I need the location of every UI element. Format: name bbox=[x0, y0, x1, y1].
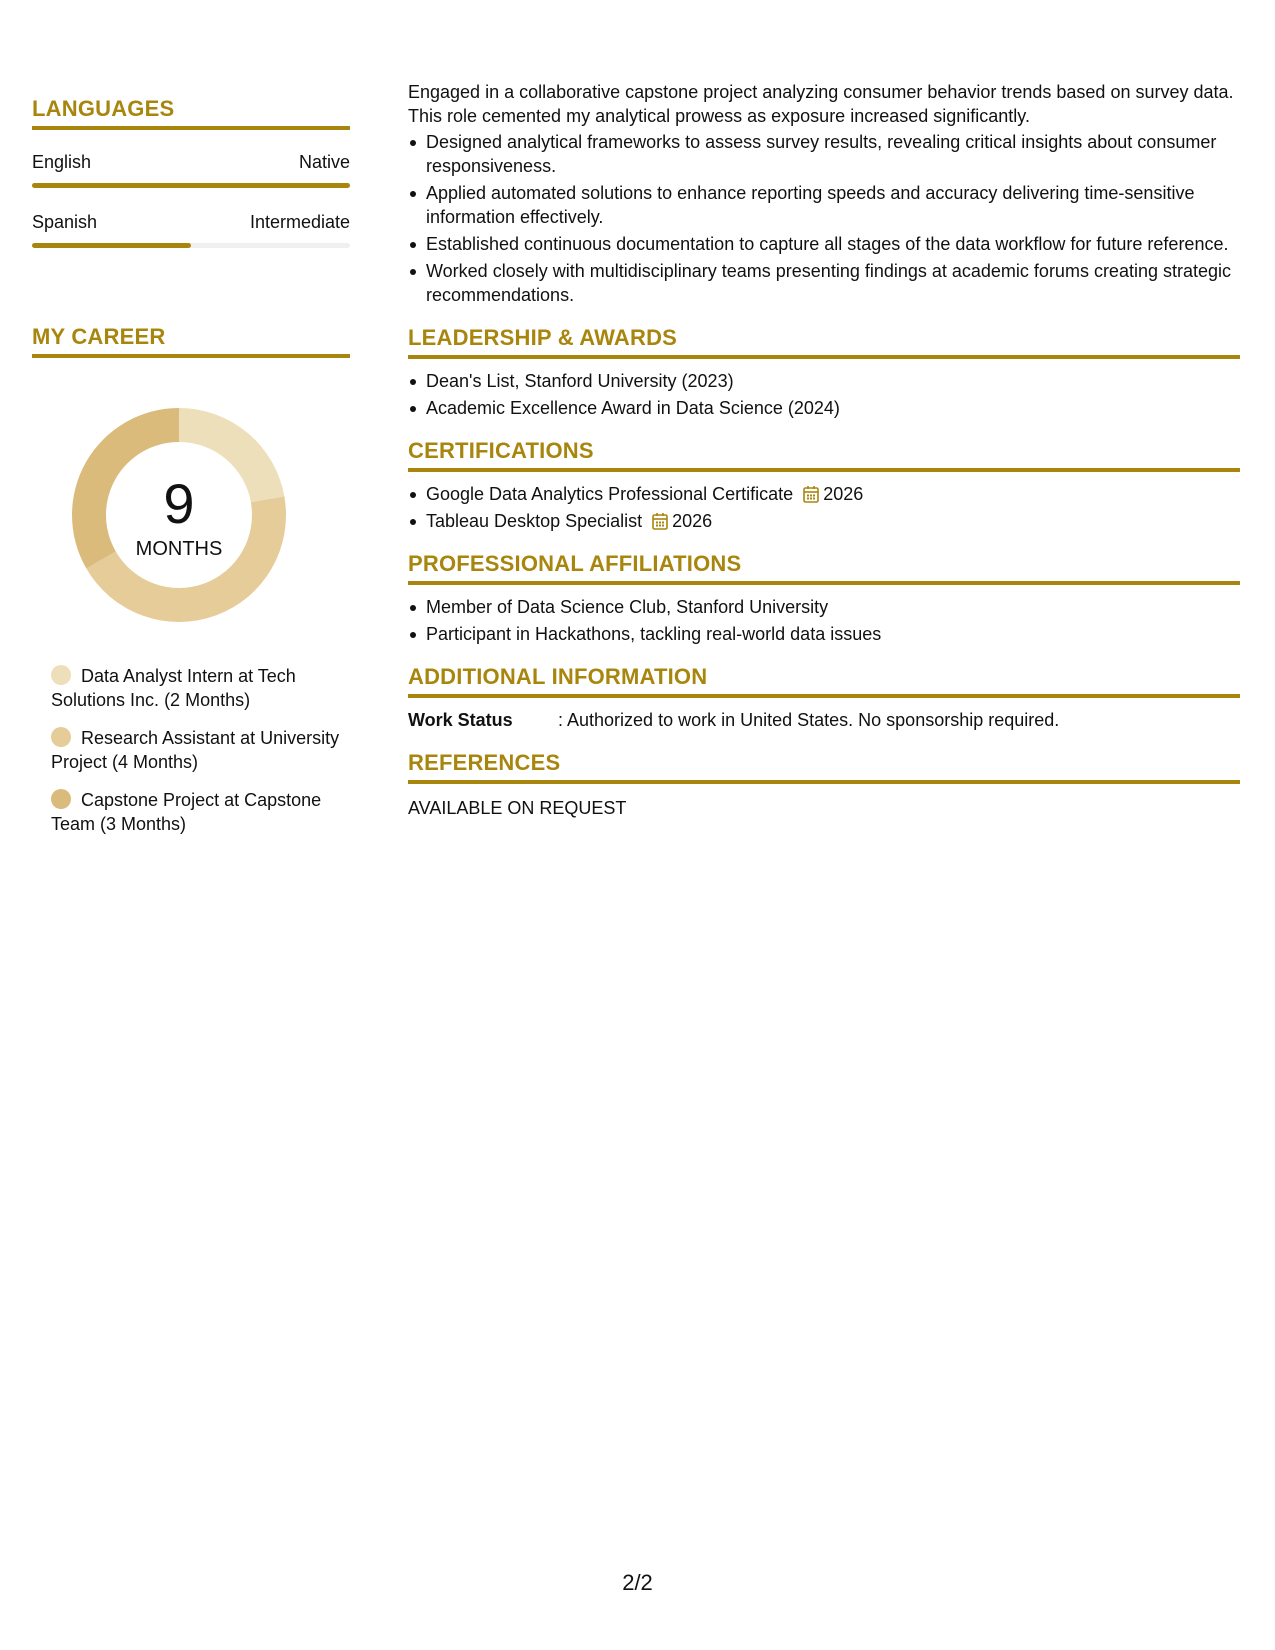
career-title: MY CAREER bbox=[32, 324, 350, 358]
certifications-section bbox=[408, 438, 1240, 533]
references-section bbox=[408, 750, 1240, 820]
language-proficiency-fill bbox=[32, 243, 191, 248]
career-total: 9 bbox=[163, 472, 195, 535]
list-item: Applied automated solutions to enhance reporting speeds and accuracy delivering time-sensitive information effectively. bbox=[408, 181, 1240, 229]
legend-item bbox=[51, 726, 350, 774]
legend-item bbox=[51, 788, 350, 836]
legend-label: Data Analyst Intern at Tech Solutions Inc. (2 Months) bbox=[51, 666, 296, 710]
language-name: English bbox=[32, 152, 92, 172]
language-level: Native bbox=[298, 152, 350, 172]
leadership-title: LEADERSHIP & AWARDS bbox=[408, 325, 1240, 359]
legend-dot bbox=[51, 727, 71, 747]
certifications-title: CERTIFICATIONS bbox=[408, 438, 1240, 472]
languages-title: LANGUAGES bbox=[32, 96, 350, 130]
list-item: Member of Data Science Club, Stanford University bbox=[408, 595, 1240, 619]
affiliations-section bbox=[408, 551, 1240, 646]
work-status-label: Work Status bbox=[408, 710, 513, 730]
left-column bbox=[32, 96, 350, 850]
legend-item bbox=[51, 664, 350, 712]
donut-center bbox=[66, 402, 292, 628]
list-item: Designed analytical frameworks to assess survey results, revealing critical insights about consumer responsiveness. bbox=[408, 130, 1240, 178]
certification-year: 2026 bbox=[672, 511, 713, 531]
certification-name: Google Data Analytics Professional Certificate bbox=[426, 484, 794, 504]
certification-year: 2026 bbox=[823, 484, 864, 504]
experience-bullets bbox=[408, 130, 1240, 307]
certification-name: Tableau Desktop Specialist bbox=[426, 511, 643, 531]
language-spanish bbox=[32, 212, 350, 248]
affiliations-title: PROFESSIONAL AFFILIATIONS bbox=[408, 551, 1240, 585]
language-proficiency-bar bbox=[32, 243, 350, 248]
work-status-value: : Authorized to work in United States. No sponsorship required. bbox=[558, 710, 1060, 730]
legend-label: Research Assistant at University Project (4 Months) bbox=[51, 728, 340, 772]
calendar-icon bbox=[652, 512, 668, 530]
leadership-section bbox=[408, 325, 1240, 420]
references-title: REFERENCES bbox=[408, 750, 1240, 784]
list-item bbox=[408, 509, 1240, 533]
career-unit: MONTHS bbox=[135, 538, 223, 560]
legend-dot bbox=[51, 665, 71, 685]
page-number: 2/2 bbox=[622, 1570, 653, 1595]
legend-label: Capstone Project at Capstone Team (3 Months) bbox=[51, 790, 322, 834]
list-item: Dean's List, Stanford University (2023) bbox=[408, 369, 1240, 393]
list-item: Participant in Hackathons, tackling real-world data issues bbox=[408, 622, 1240, 646]
list-item: Academic Excellence Award in Data Science (2024) bbox=[408, 396, 1240, 420]
list-item bbox=[408, 482, 1240, 506]
career-donut-chart bbox=[66, 402, 292, 628]
calendar-icon bbox=[803, 485, 819, 503]
references-text: AVAILABLE ON REQUEST bbox=[408, 798, 627, 818]
right-column bbox=[408, 80, 1240, 820]
work-status-row bbox=[408, 708, 1240, 732]
list-item: Worked closely with multidisciplinary teams presenting findings at academic forums creating strategic recommendations. bbox=[408, 259, 1240, 307]
additional-title: ADDITIONAL INFORMATION bbox=[408, 664, 1240, 698]
legend-dot bbox=[51, 789, 71, 809]
language-proficiency-bar bbox=[32, 183, 350, 188]
language-name: Spanish bbox=[32, 212, 98, 232]
additional-section bbox=[408, 664, 1240, 732]
list-item: Established continuous documentation to capture all stages of the data workflow for future reference. bbox=[408, 232, 1240, 256]
language-english bbox=[32, 152, 350, 188]
experience-summary: Engaged in a collaborative capstone project analyzing consumer behavior trends based on survey data. This role cemented my analytical prowess as exposure increased significantly. bbox=[408, 82, 1234, 126]
language-proficiency-fill bbox=[32, 183, 350, 188]
career-legend bbox=[32, 664, 350, 836]
language-level: Intermediate bbox=[249, 212, 350, 232]
